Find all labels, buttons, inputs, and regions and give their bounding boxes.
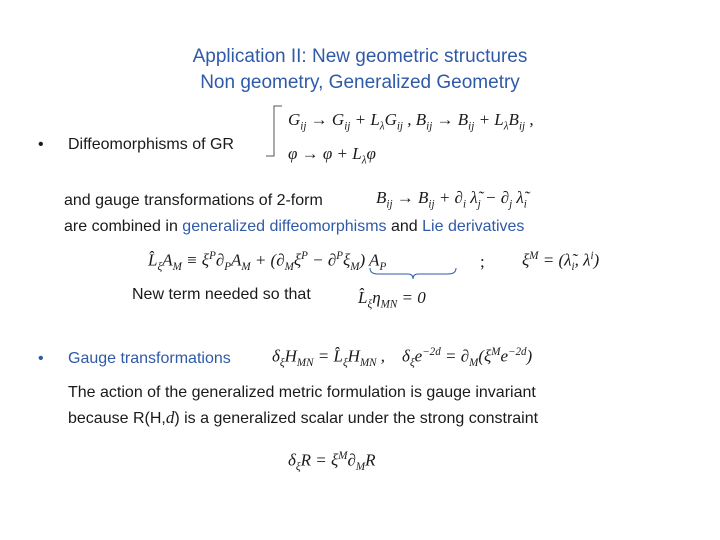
gr-bracket	[264, 104, 284, 164]
bullet1-text: Diffeomorphisms of GR	[68, 136, 234, 153]
gauge-2form-text: and gauge transformations of 2-form	[64, 192, 323, 209]
line2-a: are combined in	[64, 218, 183, 235]
lie-derivative-equation: $L̂_\xi A_M \equiv \xi^P\partial_PA_M + (\partial_M\xi^P - \partial^P\xi_M)$ $A_P$	[148, 250, 387, 274]
separator: ;	[480, 252, 485, 271]
new-term-text: New term needed so that	[132, 286, 311, 303]
generalized-diffeo-line	[64, 218, 524, 236]
title-rest: New geometric structures	[311, 46, 528, 67]
line2-generalized-diffeomorphisms: generalized diffeomorphisms	[182, 218, 387, 235]
eta-invariance-equation: $L̂_\xi\eta_{MN} = 0$	[358, 288, 426, 311]
para-line2-d: d	[165, 408, 175, 427]
new-term-underbrace	[368, 266, 458, 280]
gr-equation-2: $\varphi \to \varphi + L_\lambda\varphi$	[288, 144, 376, 167]
line2-c: and	[386, 218, 423, 235]
slide-title-line2: Non geometry, Generalized Geometry	[200, 72, 520, 93]
paragraph-line1: The action of the generalized metric formulation is gauge invariant	[68, 384, 536, 401]
paragraph-line2	[68, 408, 538, 428]
bullet-marker-1: •	[38, 136, 44, 153]
line2-lie-derivatives: Lie derivatives	[422, 218, 525, 235]
bullet-marker-2: •	[38, 350, 44, 367]
para-line2-a: because R(H,	[68, 410, 166, 427]
final-equation: $\delta_\xi R = \xi^M\partial_MR$	[288, 450, 376, 474]
gauge-2form-equation: $B_{ij} \to B_{ij} + \partial_i$ $\lambdã_j - \partial_j$ $\lambdã_i$	[376, 188, 527, 211]
gauge-transformation-equations: $\delta_\xi H_{MN}$ = $L̂_\xi H_{MN}$ , $\delta_\xi e^{-2d} = \partial_M(\xi^Me^{-2d})$	[272, 346, 533, 370]
title-prefix: Application II:	[192, 46, 312, 67]
para-line2-b: ) is a generalized scalar under the strong constraint	[174, 410, 539, 427]
slide-title-line1	[0, 46, 720, 68]
bullet2-text: Gauge transformations	[68, 350, 231, 367]
xi-definition: $\xi^M$ = ($\lambdã_i$, $\lambda^i$)	[522, 250, 600, 274]
gr-equation-1: $G_{ij} \to G_{ij} + L_\lambda G_{ij}$ , $B_{ij} \to B_{ij} + L_\lambda B_{ij}$ ,	[288, 110, 534, 133]
